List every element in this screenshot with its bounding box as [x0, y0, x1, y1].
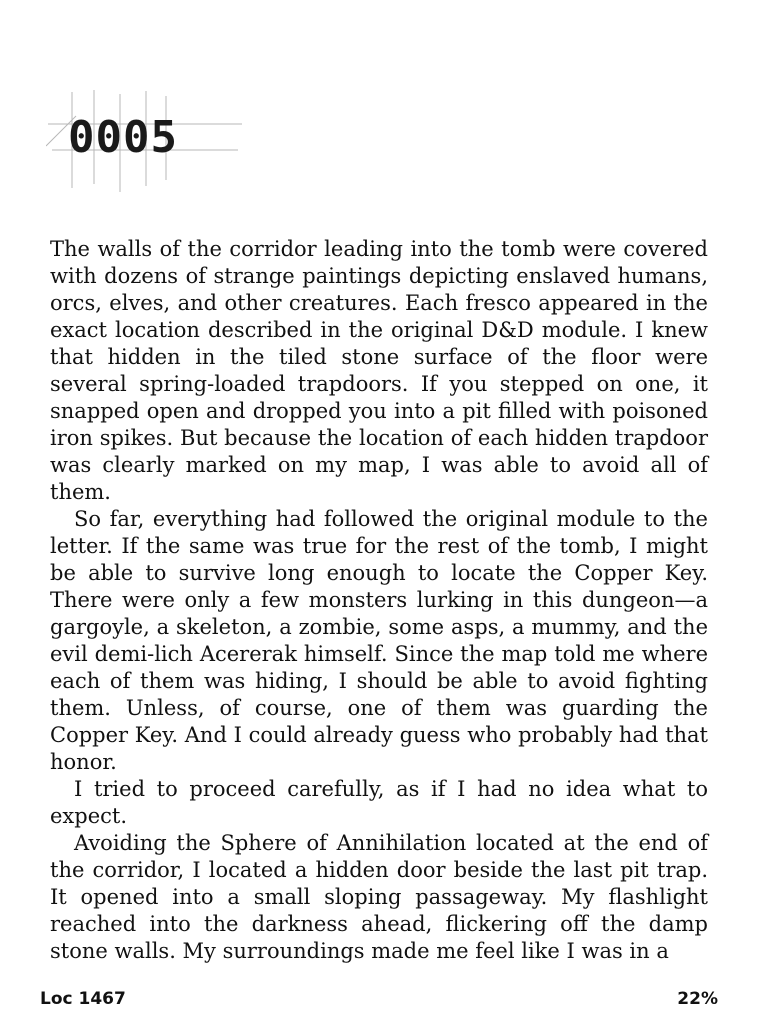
reading-content: [50, 236, 708, 965]
paragraph: The walls of the corridor leading into the tomb were covered with dozens of strange paintings depicting enslaved humans, orcs, elves, and other creatures. Each fresco appeared in the exact location described in the original D&D module. I knew that hidden in the tiled stone surface of the floor were several spring-loaded trapdoors. If you stepped on one, it snapped open and dropped you into a pit filled with poisoned iron spikes. But because the location of each hidden trapdoor was clearly marked on my map, I was able to avoid all of them.: [50, 237, 708, 504]
paragraph: Avoiding the Sphere of Annihilation located at the end of the corridor, I located a hidden door beside the last pit trap. It opened into a small sloping passageway. My flashlight reached into the darkness ahead, flickering off the damp stone walls. My surroundings made me feel like I was in a: [50, 831, 708, 963]
paragraph: So far, everything had followed the original module to the letter. If the same was true for the rest of the tomb, I might be able to survive long enough to locate the Copper Key. There were only a few monsters lurking in this dungeon—a gargoyle, a skeleton, a zombie, some asps, a mummy, and the evil demi-lich Acererak himself. Since the map told me where each of them was hiding, I should be able to avoid fighting them. Unless, of course, one of them was guarding the Copper Key. And I could already guess who probably had that honor.: [50, 507, 708, 774]
location-indicator: Loc 1467: [40, 989, 126, 1009]
chapter-number: 0005: [68, 112, 178, 163]
paragraph: I tried to proceed carefully, as if I had no idea what to expect.: [50, 777, 708, 828]
chapter-number-graphic: [46, 88, 246, 198]
chapter-heading: [46, 88, 246, 198]
reader-footer: [0, 976, 758, 1024]
progress-percentage: 22%: [677, 989, 718, 1009]
